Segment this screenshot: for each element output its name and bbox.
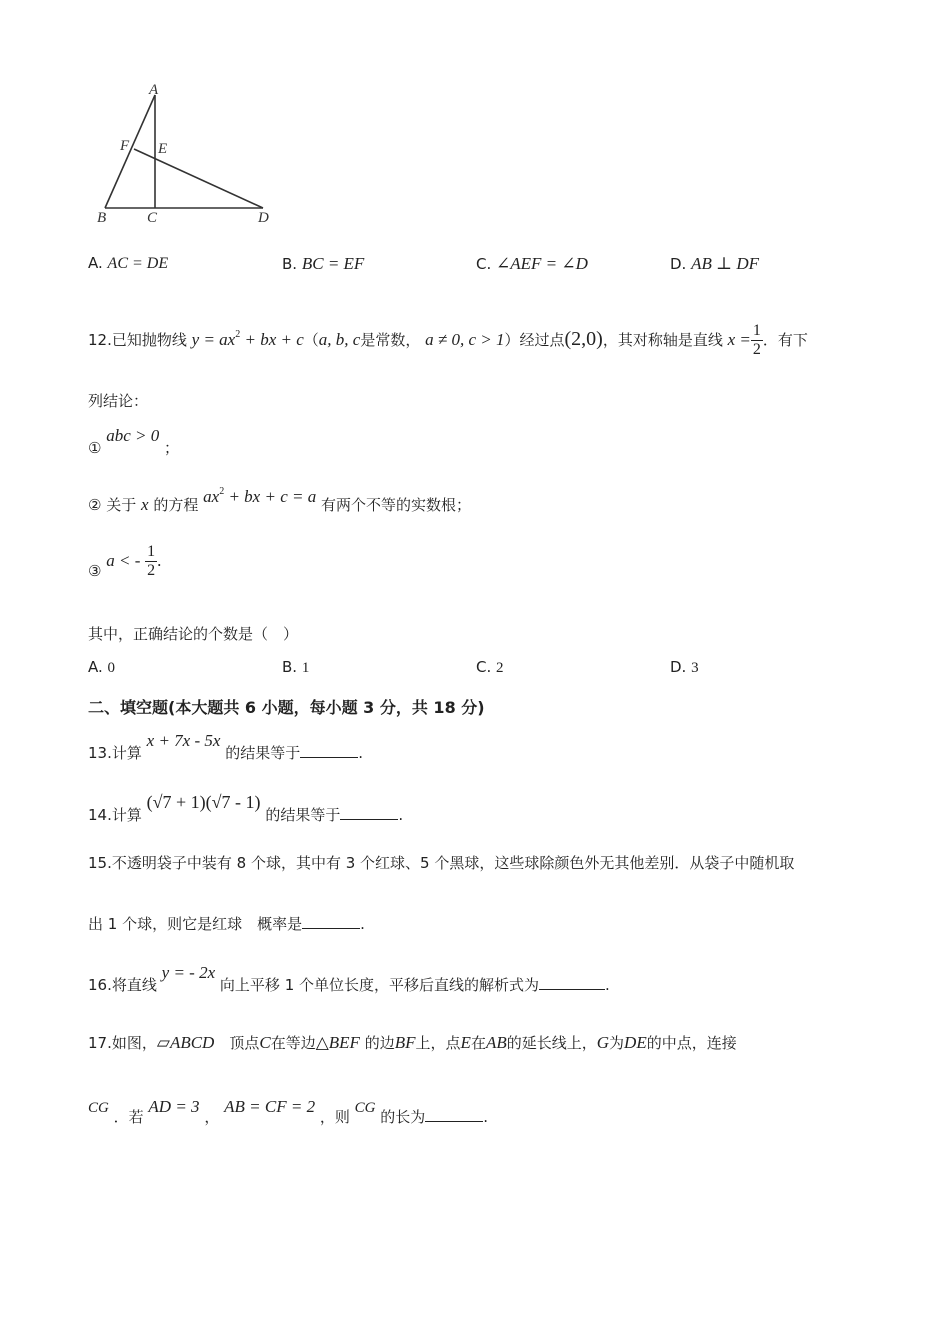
q13-answer-blank[interactable] <box>300 745 358 758</box>
label-B: B <box>97 210 107 226</box>
q17-line2: CG ．若 AD = 3 ， AB = CF = 2 ，则 CG 的长为 . <box>88 1097 489 1126</box>
q14-answer-blank[interactable] <box>340 807 398 820</box>
q12-fraction: $\frac{1}{2}$ <box>752 322 761 358</box>
segment-AB <box>105 95 155 208</box>
q12-option-b[interactable]: B. 1 <box>282 658 310 676</box>
q12-stem-line1: 12.已知抛物线 $y = ax^2$ + bx + c（a, b, c是常数， a ≠ 0, c > 1）经过点(2,0)，其对称轴是直线 x = $\frac{1}{2}$ ．有下 <box>88 322 808 358</box>
label-C: C <box>147 210 158 226</box>
q12-option-c[interactable]: C. 2 <box>476 658 504 676</box>
label-D: D <box>258 210 269 226</box>
q15-line2: 出 1 个球，则它是红球 概率是 . <box>88 915 365 933</box>
label-A: A <box>149 82 159 98</box>
segment-FD <box>134 149 263 208</box>
q15-line1: 15.不透明袋子中装有 8 个球，其中有 3 个红球、5 个黑球，这些球除颜色外无其他差别．从袋子中随机取 <box>88 854 795 872</box>
q16-answer-blank[interactable] <box>539 977 605 990</box>
q12-option-a[interactable]: A. 0 <box>88 658 116 676</box>
section-heading: 二、填空题(本大题共 6 小题，每小题 3 分，共 18 分) <box>88 698 485 717</box>
q11-option-c[interactable]: C. ∠AEF = ∠D <box>476 254 588 273</box>
label-E: E <box>158 141 168 157</box>
q17-line1: 17.如图，▱ABCD 顶点C在等边△BEF 的边BF上，点E在AB的延长线上，G为DE的中点，连接 <box>88 1033 737 1052</box>
q12-conclusion-3-fraction: $\frac{1}{2}$ <box>147 543 156 579</box>
q12-conclusion-1: ① abc > 0 ； <box>88 426 180 457</box>
q17-answer-blank[interactable] <box>425 1109 483 1122</box>
q12-conclusion-2: ② 关于 x 的方程 $ax^2$ + bx + c = a 有两个不等的实数根； <box>88 486 472 514</box>
q11-option-b[interactable]: B. BC = EF <box>282 254 365 273</box>
q12-stem-line2: 列结论： <box>88 392 149 410</box>
q12-conclusion-3: ③ a < - $\frac{1}{2}$ . <box>88 543 162 580</box>
q11-option-d[interactable]: D. AB ⊥ DF <box>670 254 760 273</box>
q11-option-a[interactable]: A. AC = DE <box>88 254 169 272</box>
label-F: F <box>120 138 130 154</box>
q16: 16.将直线 y = - 2x 向上平移 1 个单位长度，平移后直线的解析式为 . <box>88 963 610 994</box>
q12-option-d[interactable]: D. 3 <box>670 658 699 676</box>
q15-answer-blank[interactable] <box>302 916 360 929</box>
q12-question: 其中，正确结论的个数是（ ） <box>88 625 299 643</box>
q14: 14.计算 (√7 + 1)(√7 - 1) 的结果等于 . <box>88 792 404 824</box>
triangle-figure <box>85 80 285 230</box>
q13: 13.计算 x + 7x - 5x 的结果等于 . <box>88 731 364 762</box>
